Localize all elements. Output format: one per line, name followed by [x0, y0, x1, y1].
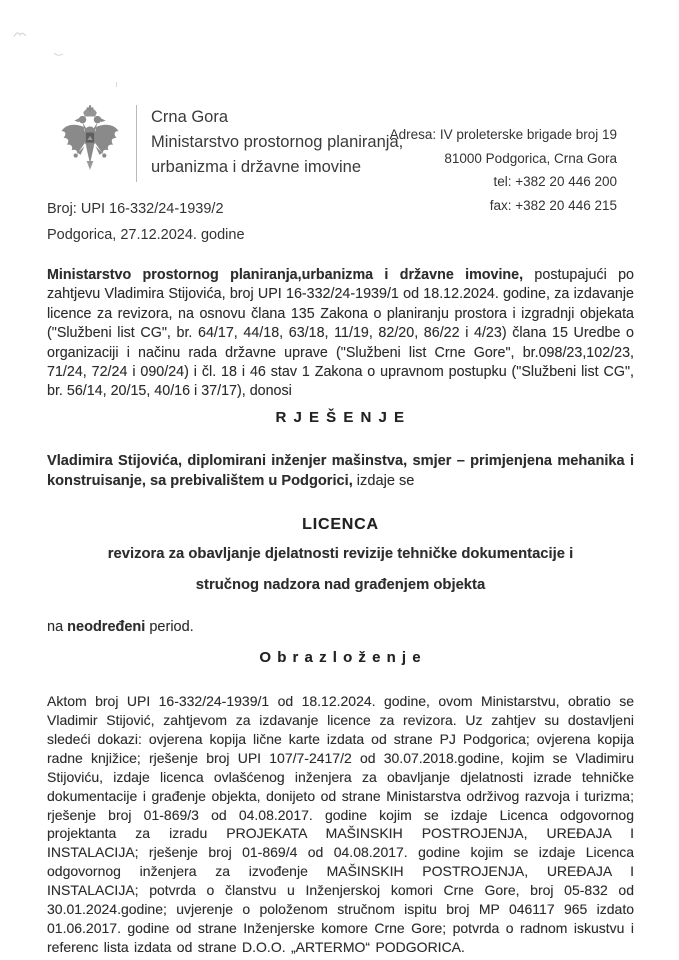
period-suffix-text: period. [145, 618, 194, 635]
heading-licenca: LICENCA [302, 515, 379, 533]
document-body [47, 266, 634, 960]
address-block [390, 123, 617, 217]
intro-paragraph [47, 266, 634, 402]
explanation-paragraph: Aktom broj UPI 16-332/24-1939/1 od 18.12.2024. godine, ovom Ministarstvu, obratio se Vladimir Stijović, zahtjevom za izdavanje licence za revizora. Uz zahtjev su dostavljeni sledeći dokazi: ovjerena kopija lične karte izdata od strane PJ Podgorica; ovjerena kopija radne knjižice; rješenje broj UPI 107/7-2417/2 od 30.07.2018.godine, kojim se Vladimiru Stijoviću, izdaje licenca ovlašćenog inženjera za obavljanje djelatnosti izrade tehničke dokumentacije i građenje objekta, donijeto od strane Ministarstva održivog razvoja i turizma; rješenje broj 01-869/3 od 04.08.2017. godine kojim se izdaje Licenca odgovornog projektanta za izradu PROJEKATA MAŠINSKIH POSTROJENJA, UREĐAJA I INSTALACIJA; rješenje broj 01-869/4 od 04.08.2017. godine kojim se izdaje Licenca odgovornog inženjera za izvođenje MAŠINSKIH POSTROJENJA, UREĐAJA I INSTALACIJA; potvrda o članstvu u Inženjerskoj komori Crne Gore, broj 05-832 od 30.01.2024.godine; uvjerenje o položenom stručnom ispitu broj MP 046117 965 izdato 01.06.2017. godine od strane Inženjerske komore Crne Gore; potvrda o radnom iskustvu i referenc lista izdata od strane D.O.O. „ARTERMO“ PODGORICA. [47, 693, 634, 955]
period-line [47, 619, 634, 635]
ministry-name-line1: Ministarstvo prostornog planiranja, [151, 133, 404, 151]
address-line-2: 81000 Podgorica, Crna Gora [444, 150, 617, 166]
scan-artifact [53, 50, 65, 58]
period-bold-text: neodređeni [67, 618, 146, 635]
heading-rjesenje: R J E Š E N J E [275, 408, 406, 426]
ministry-name-line2: urbanizma i državne imovine [151, 158, 362, 176]
period-prefix-text: na [47, 618, 68, 635]
licenca-subline-1: revizora za obavljanje djelatnosti revizije tehničke dokumentacije i [107, 545, 574, 562]
montenegro-coat-of-arms-icon [56, 103, 124, 181]
heading-obrazlozenje: O b r a z l o ž e n j e [259, 649, 422, 667]
reference-place-date: Podgorica, 27.12.2024. godine [47, 226, 245, 243]
subject-rest-text: izdaje se [352, 473, 415, 490]
reference-number: Broj: UPI 16-332/24-1939/2 [47, 201, 224, 217]
header-divider [136, 105, 137, 182]
reference-block [47, 197, 245, 248]
intro-bold-text: Ministarstvo prostornog planiranja,urbanizma i državne imovine, [47, 267, 524, 283]
intro-rest-text: postupajući po zahtjevu Vladimira Stijovića, broj UPI 16-332/24-1939/1 od 18.12.2024. godine, za izdavanje licence za revizora, na osnovu člana 135 Zakona o planiranju prostora i izgradnji objekata ("Službeni list CG", br. 64/17, 44/18, 63/18, 11/19, 82/20, 86/22 i 4/23) člana 15 Uredbe o organizaciji i načinu rada državne uprave ("Službeni list Crne Gore", br.098/23,102/23, 71/24, 72/24 i 090/24) i čl. 18 i 46 stav 1 Zakona o upravnom postupku ("Službeni list CG", br. 56/14, 20/15, 40/16 i 37/17), donosi [47, 267, 634, 400]
subject-bold-text: Vladimira Stijovića, diplomirani inženjer mašinstva, smjer – primjenjena mehanika i konstruisanje, sa prebivalištem u Podgorici, [47, 452, 634, 490]
scan-artifact [116, 82, 117, 87]
country-name: Crna Gora [151, 108, 229, 126]
subject-paragraph [47, 451, 634, 492]
address-line-3: tel: +382 20 446 200 [493, 174, 617, 189]
licenca-subline-2: stručnog nadzora nad građenjem objekta [195, 576, 486, 593]
address-line-1: Adresa: IV proleterske brigade broj 19 [389, 127, 617, 142]
scan-artifact [12, 28, 30, 40]
address-line-4: fax: +382 20 446 215 [489, 197, 617, 213]
